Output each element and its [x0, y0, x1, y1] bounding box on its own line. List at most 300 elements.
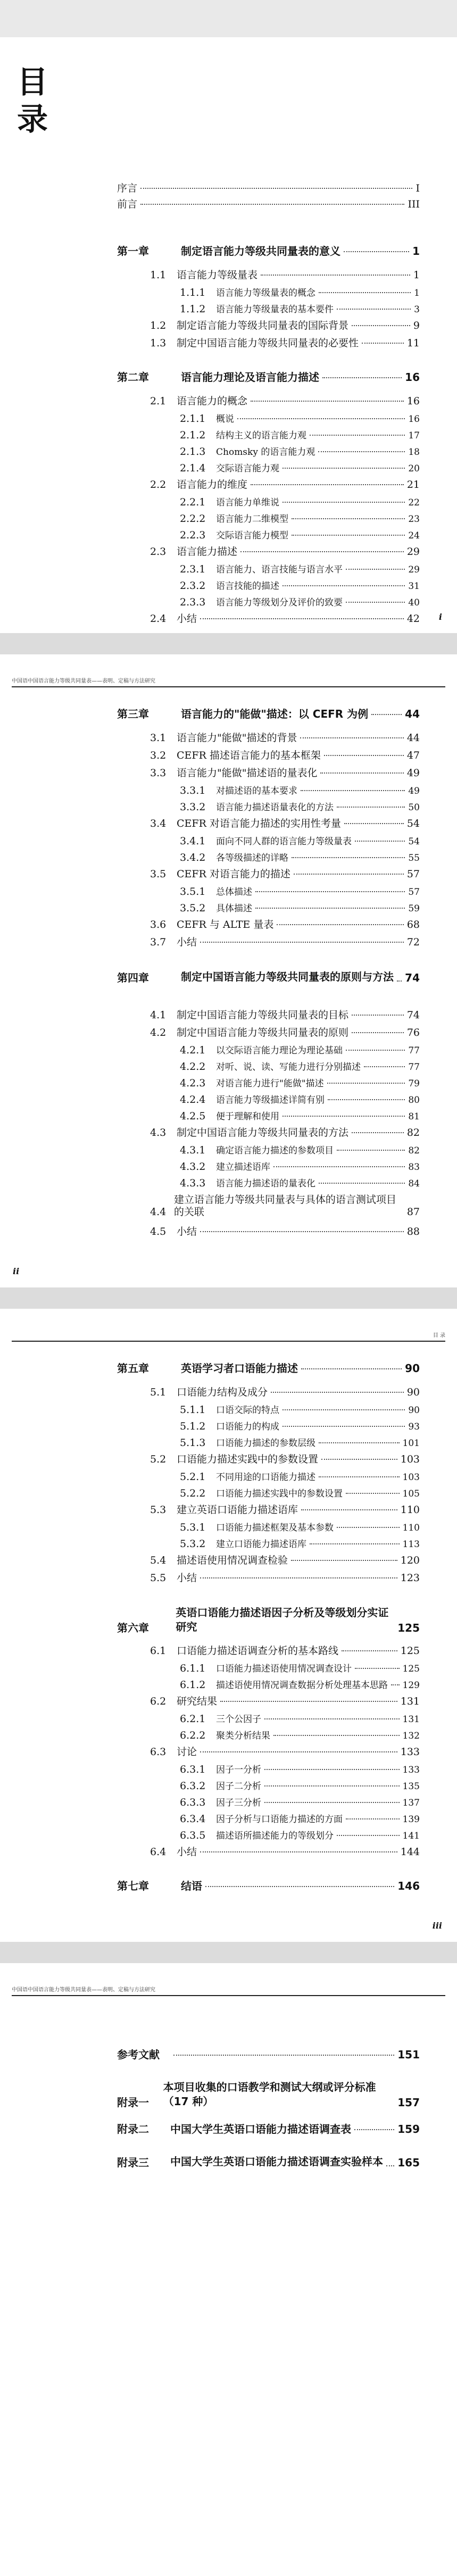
dot-leader	[346, 1493, 400, 1494]
toc-entry-title: 序言	[117, 182, 138, 194]
toc-entry-number: 3.7	[150, 936, 167, 948]
toc-entry-number: 5.3	[150, 1504, 167, 1516]
toc-entry-page: 79	[408, 1078, 420, 1089]
dot-leader	[294, 874, 404, 875]
toc-entry-page: 47	[406, 750, 420, 761]
toc-entry-page: 103	[402, 1472, 420, 1483]
toc-entry-number: 第五章	[117, 1362, 149, 1375]
toc-entry[interactable]	[150, 1027, 420, 1039]
dot-leader	[200, 1751, 397, 1752]
toc-entry[interactable]	[180, 513, 420, 525]
toc-entry-number: 3.3.1	[180, 785, 206, 796]
toc-entry-page: 49	[406, 767, 420, 779]
toc-entry-title: 三个公因子	[216, 1714, 261, 1725]
toc-entry[interactable]	[180, 1780, 420, 1792]
toc-entry[interactable]	[150, 613, 420, 625]
toc-entry-title: CEFR 对语言能力描述的实用性考量	[177, 818, 341, 829]
toc-entry-title: 语言能力描述	[177, 546, 238, 558]
dot-leader	[346, 1050, 405, 1051]
toc-entry-number: 3.4.1	[180, 835, 206, 847]
toc-entry-page: 11	[406, 337, 420, 349]
toc-entry-number: 2.2.2	[180, 513, 206, 525]
toc-entry-page: 49	[408, 786, 420, 796]
toc-entry-number: 4.2	[150, 1027, 167, 1038]
toc-entry-page: 157	[397, 2096, 420, 2109]
toc-entry-title: 讨论	[177, 1746, 197, 1758]
toc-entry[interactable]	[180, 1437, 420, 1449]
toc-entry-number: 附录三	[117, 2156, 149, 2169]
page-folio: ii	[13, 1266, 20, 1276]
toc-entry[interactable]	[150, 936, 420, 949]
dot-leader	[200, 942, 404, 943]
dot-leader	[342, 1650, 397, 1651]
toc-entry-title: 描述语使用情况调查检验	[177, 1555, 288, 1566]
dot-leader	[344, 823, 404, 824]
toc-entry[interactable]	[180, 1061, 420, 1073]
toc-entry-number: 2.1.3	[180, 446, 206, 458]
toc-page-4	[0, 1963, 457, 2576]
toc-entry-title: 语言能力等级描述详简有别	[216, 1095, 325, 1106]
toc-entry[interactable]	[180, 1420, 420, 1433]
toc-entry[interactable]	[150, 395, 420, 408]
toc-entry-number: 6.3	[150, 1746, 167, 1758]
toc-entry-title: 对描述语的基本要求	[216, 786, 297, 796]
toc-entry[interactable]	[150, 1846, 420, 1858]
dot-leader	[321, 1459, 397, 1460]
toc-entry-page: 54	[406, 818, 420, 829]
toc-entry[interactable]	[150, 732, 420, 744]
dot-leader	[301, 790, 405, 791]
toc-entry-number: 附录一	[117, 2096, 149, 2109]
dot-leader	[319, 1476, 400, 1477]
toc-entry-number: 3.5.1	[180, 886, 206, 898]
toc-entry[interactable]	[150, 1127, 420, 1139]
dot-leader	[255, 908, 405, 909]
toc-entry-page: 77	[408, 1062, 420, 1073]
toc-entry[interactable]	[150, 1453, 420, 1466]
toc-entry[interactable]	[180, 886, 420, 898]
dot-leader	[200, 1851, 397, 1852]
toc-entry[interactable]	[180, 1813, 420, 1825]
toc-entry-page: 84	[408, 1178, 420, 1189]
toc-entry[interactable]	[180, 1713, 420, 1725]
toc-entry-number: 5.1.2	[180, 1420, 206, 1432]
toc-entry[interactable]	[180, 1404, 420, 1416]
toc-entry-page: 125	[400, 1645, 420, 1657]
toc-entry-page: 90	[405, 1362, 420, 1375]
dot-leader	[318, 451, 405, 452]
toc-entry-page: 16	[406, 395, 420, 407]
toc-entry-page: 88	[406, 1226, 420, 1237]
toc-entry-title: 制定语言能力等级共同量表的意义	[181, 245, 340, 257]
toc-entry-title: 口语能力描述语调查分析的基本路线	[177, 1645, 339, 1657]
toc-entry-number: 3.2	[150, 750, 167, 761]
toc-entry[interactable]	[150, 1226, 420, 1238]
dot-leader	[328, 1099, 405, 1100]
toc-entry[interactable]	[180, 413, 420, 425]
dot-leader	[282, 1426, 405, 1427]
toc-entry-title: 语言能力等级量表的概念	[216, 288, 315, 298]
toc-entry-title: 口语能力描述框架及基本参数	[216, 1523, 334, 1533]
toc-entry[interactable]	[180, 1797, 420, 1809]
toc-entry[interactable]	[180, 1471, 420, 1483]
toc-entry-page: 139	[402, 1814, 420, 1825]
dot-leader	[391, 1684, 400, 1685]
toc-entry-number: 6.3.3	[180, 1797, 206, 1808]
toc-entry-number: 2.4	[150, 613, 167, 625]
toc-entry-title: 语言能力的概念	[177, 395, 248, 407]
toc-entry-number: 4.2.2	[180, 1061, 206, 1073]
dot-leader	[320, 772, 403, 774]
toc-entry[interactable]	[180, 446, 420, 458]
toc-entry[interactable]	[180, 303, 420, 315]
dot-leader	[264, 1802, 400, 1803]
dot-leader	[240, 551, 404, 552]
toc-entry-page: 42	[406, 613, 420, 625]
dot-leader	[237, 418, 405, 419]
toc-entry[interactable]	[150, 1194, 420, 1218]
toc-entry[interactable]	[117, 245, 420, 257]
toc-entry-title: 语言能力二维模型	[216, 514, 288, 525]
dot-leader	[282, 502, 405, 503]
dot-leader	[355, 841, 405, 842]
toc-entry-title: CEFR 描述语言能力的基本框架	[177, 750, 321, 761]
toc-entry[interactable]	[150, 337, 420, 350]
toc-entry[interactable]	[150, 320, 420, 332]
toc-entry-title: 中国大学生英语口语能力描述语调查实验样本	[170, 2155, 383, 2168]
toc-entry-page: 137	[402, 1798, 420, 1808]
page-folio: iii	[432, 1921, 442, 1931]
toc-entry-title: CEFR 与 ALTE 量表	[177, 919, 274, 930]
toc-entry[interactable]	[180, 1522, 420, 1534]
page-folio: i	[438, 612, 442, 622]
toc-entry-title: 建立语言能力等级共同量表与具体的语言测试项目的关联	[173, 1194, 396, 1218]
dot-leader	[346, 569, 405, 570]
dot-leader	[355, 1668, 400, 1669]
dot-leader	[324, 755, 404, 756]
dot-leader	[319, 292, 411, 293]
toc-entry-title: 描述语所描述能力的等级划分	[216, 1831, 334, 1841]
toc-entry-page: 103	[400, 1453, 420, 1465]
toc-title-char-2: 录	[17, 101, 48, 137]
toc-entry-title: 确定语言能力描述的参数项目	[216, 1145, 334, 1156]
toc-entry[interactable]	[180, 462, 420, 475]
dot-leader	[337, 1527, 400, 1528]
toc-entry-page: 90	[406, 1386, 420, 1398]
toc-entry[interactable]	[180, 1488, 420, 1500]
toc-entry-title: 口语交际的特点	[216, 1405, 279, 1416]
toc-entry-page: III	[408, 198, 420, 210]
toc-entry-number: 5.1.3	[180, 1437, 206, 1449]
toc-entry-number: 4.1	[150, 1009, 167, 1021]
toc-entry-page: 20	[408, 463, 420, 474]
toc-entry-title: 语言能力单维说	[216, 497, 279, 508]
dot-leader	[264, 1769, 400, 1770]
toc-entry-number: 2.3.3	[180, 596, 206, 608]
toc-entry[interactable]	[180, 852, 420, 864]
toc-entry[interactable]	[180, 496, 420, 509]
toc-entry[interactable]	[180, 1830, 420, 1842]
dot-leader	[292, 535, 405, 536]
toc-entry-title: 语言能力"能做"描述的背景	[177, 732, 297, 744]
toc-entry-title: 本项目收集的口语教学和测试大纲或评分标准（17 种）	[163, 2081, 376, 2108]
toc-entry-page: 110	[402, 1523, 420, 1533]
toc-entry[interactable]	[180, 429, 420, 442]
toc-entry-number: 5.1	[150, 1386, 167, 1398]
toc-entry-page: 29	[406, 546, 420, 558]
toc-entry-page: 146	[397, 1880, 420, 1892]
toc-entry[interactable]	[150, 1572, 420, 1584]
toc-entry-title: 面向不同人群的语言能力等级量表	[216, 836, 352, 847]
dot-leader	[282, 585, 405, 586]
toc-entry-page: 129	[402, 1680, 420, 1691]
toc-entry[interactable]	[117, 198, 420, 211]
toc-entry-page: 105	[402, 1489, 420, 1499]
toc-entry[interactable]	[150, 818, 420, 830]
toc-entry-number: 4.5	[150, 1226, 167, 1237]
toc-entry-number: 1.1	[150, 269, 167, 281]
toc-entry-title: 因子分析与口语能力描述的方面	[216, 1814, 343, 1825]
toc-entry-number: 4.2.3	[180, 1077, 206, 1089]
toc-entry-number: 2.2.1	[180, 496, 206, 508]
toc-entry-title: 口语能力描述实践中的参数设置	[177, 1453, 319, 1465]
toc-entry[interactable]	[180, 785, 420, 797]
toc-entry-page: 141	[402, 1831, 420, 1841]
toc-entry-title: 口语能力描述语使用情况调查设计	[216, 1664, 352, 1674]
toc-entry-number: 2.1.1	[180, 413, 206, 425]
toc-entry-title: 因子二分析	[216, 1781, 261, 1792]
toc-entry-number: 1.3	[150, 337, 167, 349]
toc-entry-number: 6.3.2	[180, 1780, 206, 1792]
dot-leader	[322, 377, 402, 378]
toc-entry-number: 附录二	[117, 2123, 149, 2135]
toc-entry-page: 1	[412, 245, 420, 257]
dot-leader	[327, 1083, 405, 1084]
toc-entry[interactable]	[150, 1009, 420, 1021]
toc-entry-title: 对语言能力进行"能做"描述	[216, 1078, 324, 1089]
toc-entry-title: CEFR 对语言能力的描述	[177, 868, 290, 880]
toc-entry[interactable]	[180, 1077, 420, 1090]
toc-entry-title: 对听、说、读、写能力进行分别描述	[216, 1062, 361, 1073]
dot-leader	[337, 1150, 405, 1151]
toc-entry[interactable]	[150, 269, 420, 281]
toc-entry-number: 1.1.1	[180, 287, 206, 298]
toc-entry[interactable]	[180, 580, 420, 592]
toc-entry[interactable]	[180, 1044, 420, 1057]
dot-leader	[205, 1886, 394, 1887]
dot-leader	[346, 1818, 400, 1819]
toc-entry-title: 研究结果	[177, 1696, 218, 1707]
toc-entry-number: 6.1	[150, 1645, 167, 1657]
toc-entry-page: 80	[408, 1095, 420, 1106]
toc-entry[interactable]	[180, 287, 420, 299]
toc-entry-title: 口语能力描述实践中的参数设置	[216, 1489, 343, 1499]
toc-entry-title: 语言能力描述语量表化的方法	[216, 802, 334, 813]
toc-entry[interactable]	[180, 529, 420, 542]
toc-entry-number: 2.3.2	[180, 580, 206, 592]
toc-entry[interactable]	[180, 902, 420, 915]
toc-entry-page: 135	[402, 1781, 420, 1792]
toc-entry-page: 82	[406, 1127, 420, 1139]
toc-entry[interactable]	[117, 970, 420, 984]
toc-entry-number: 第一章	[117, 245, 149, 257]
dot-leader	[200, 1577, 397, 1578]
toc-entry[interactable]	[117, 2080, 420, 2109]
toc-entry-page: 77	[408, 1045, 420, 1056]
toc-entry[interactable]	[117, 2155, 420, 2169]
dot-leader	[352, 1032, 404, 1033]
toc-entry-title: 便于理解和使用	[216, 1111, 279, 1122]
toc-entry-page: 44	[406, 732, 420, 744]
toc-entry-title: 英语学习者口语能力描述	[181, 1362, 298, 1375]
toc-entry-number: 4.2.4	[180, 1094, 206, 1106]
toc-entry-number: 2.3	[150, 546, 167, 558]
toc-entry[interactable]	[180, 835, 420, 847]
toc-entry[interactable]	[180, 1679, 420, 1691]
toc-entry[interactable]	[180, 1538, 420, 1550]
top-band	[0, 0, 457, 37]
toc-entry[interactable]	[117, 371, 420, 384]
toc-entry[interactable]	[150, 919, 420, 931]
toc-entry-page: I	[416, 182, 420, 194]
toc-entry-page: 87	[406, 1206, 420, 1218]
dot-leader	[319, 1442, 400, 1443]
toc-entry[interactable]	[150, 1746, 420, 1758]
dot-leader	[300, 737, 403, 738]
dot-leader	[282, 1116, 405, 1117]
toc-entry[interactable]	[150, 1696, 420, 1708]
dot-leader	[352, 1015, 404, 1016]
toc-entry-title: 语言能力理论及语言能力描述	[181, 371, 319, 384]
toc-entry[interactable]	[180, 1730, 420, 1742]
toc-entry[interactable]	[117, 2123, 420, 2135]
toc-entry-page: 9	[413, 320, 420, 331]
toc-entry-title: 语言能力等级划分及评价的致要	[216, 597, 343, 608]
toc-entry-title: 小结	[177, 1226, 197, 1237]
toc-entry-page: 133	[402, 1765, 420, 1775]
dot-leader	[346, 602, 405, 603]
toc-entry-page: 93	[408, 1422, 420, 1432]
toc-entry[interactable]	[150, 868, 420, 880]
toc-entry-title: 语言能力"能做"描述语的量表化	[177, 767, 318, 779]
toc-entry-number: 4.2.1	[180, 1044, 206, 1056]
dot-leader	[337, 309, 411, 310]
toc-entry-number: 3.1	[150, 732, 167, 744]
dot-leader	[282, 1409, 405, 1410]
toc-entry[interactable]	[117, 708, 420, 720]
toc-entry-number: 5.4	[150, 1555, 167, 1566]
toc-entry[interactable]	[180, 1144, 420, 1157]
toc-entry-number: 6.3.1	[180, 1764, 206, 1775]
toc-entry-number: 参考文献	[117, 2048, 160, 2061]
toc-entry[interactable]	[180, 1094, 420, 1106]
toc-entry-page: 17	[408, 430, 420, 441]
toc-entry-page: 50	[408, 802, 420, 813]
toc-entry-page: 81	[408, 1111, 420, 1122]
toc-entry[interactable]	[150, 750, 420, 762]
toc-entry-title: 语言能力的"能做"描述：以 CEFR 为例	[181, 708, 369, 720]
dot-leader	[344, 251, 409, 252]
toc-entry-number: 2.3.1	[180, 563, 206, 575]
toc-entry[interactable]	[150, 767, 420, 779]
toc-entry-title: 概说	[216, 414, 234, 425]
toc-entry[interactable]	[180, 1764, 420, 1776]
toc-entry-number: 3.6	[150, 919, 167, 930]
toc-entry-number: 第三章	[117, 708, 149, 720]
toc-entry[interactable]	[150, 546, 420, 558]
toc-entry[interactable]	[180, 1110, 420, 1123]
toc-entry-title: 因子三分析	[216, 1798, 261, 1808]
toc-entry-page: 59	[408, 903, 420, 914]
toc-entry-title: 结构主义的语言能力观	[216, 430, 306, 441]
toc-entry-title: 总体描述	[216, 887, 252, 898]
dot-leader	[352, 1132, 404, 1133]
toc-entry[interactable]	[180, 1177, 420, 1190]
toc-entry-title: 语言能力、语言技能与语言水平	[216, 564, 343, 575]
dot-leader	[354, 2129, 394, 2130]
toc-page-2	[0, 654, 457, 1287]
toc-entry-page: 82	[408, 1145, 420, 1156]
toc-entry-title: 语言能力描述语的量表化	[216, 1178, 315, 1189]
toc-entry-number: 1.2	[150, 320, 167, 331]
dot-leader	[310, 435, 405, 436]
toc-entry[interactable]	[180, 1663, 420, 1675]
toc-entry-title: 以交际语言能力理论为理论基础	[216, 1045, 343, 1056]
toc-entry[interactable]	[150, 1504, 420, 1516]
dot-leader	[273, 1166, 405, 1167]
toc-entry-title: 建立口语能力描述语库	[216, 1539, 306, 1550]
dot-leader	[371, 714, 402, 715]
toc-entry[interactable]	[150, 1386, 420, 1399]
toc-entry-number: 2.2.3	[180, 529, 206, 541]
toc-entry-number: 2.2	[150, 479, 167, 491]
dot-leader	[273, 1735, 400, 1736]
dot-leader	[386, 2165, 394, 2166]
toc-entry[interactable]	[117, 182, 420, 195]
toc-entry-title: 建立英语口语能力描述语库	[177, 1504, 298, 1516]
toc-entry[interactable]	[117, 1880, 420, 1892]
toc-entry[interactable]	[150, 1645, 420, 1657]
dot-leader	[301, 1368, 402, 1369]
toc-entry-title: 制定中国语言能力等级共同量表的原则	[177, 1027, 349, 1038]
toc-entry[interactable]	[180, 1161, 420, 1173]
toc-entry-number: 3.5	[150, 868, 167, 880]
dot-leader	[292, 857, 405, 858]
toc-entry[interactable]	[150, 479, 420, 491]
toc-entry-page: 83	[408, 1162, 420, 1173]
toc-entry[interactable]	[117, 2048, 420, 2061]
toc-entry-page: 132	[402, 1731, 420, 1741]
dot-leader	[337, 807, 405, 808]
toc-entry-number: 5.3.2	[180, 1538, 206, 1550]
toc-entry-number: 4.2.5	[180, 1110, 206, 1122]
toc-entry-number: 第四章	[117, 971, 149, 984]
toc-entry-title: Chomsky 的语言能力观	[216, 447, 315, 458]
toc-entry[interactable]	[180, 596, 420, 609]
toc-entry-page: 74	[406, 1009, 420, 1021]
toc-entry-number: 第七章	[117, 1880, 149, 1892]
toc-entry-page: 40	[408, 597, 420, 608]
toc-entry[interactable]	[150, 1555, 420, 1567]
toc-entry-page: 23	[408, 514, 420, 525]
toc-entry[interactable]	[180, 801, 420, 813]
toc-entry-title: 口语能力结构及成分	[177, 1386, 268, 1398]
toc-entry-number: 6.1.1	[180, 1663, 206, 1674]
toc-entry[interactable]	[180, 563, 420, 576]
dot-leader	[264, 1718, 400, 1719]
toc-entry[interactable]	[117, 1362, 420, 1375]
toc-entry[interactable]	[117, 1606, 420, 1634]
